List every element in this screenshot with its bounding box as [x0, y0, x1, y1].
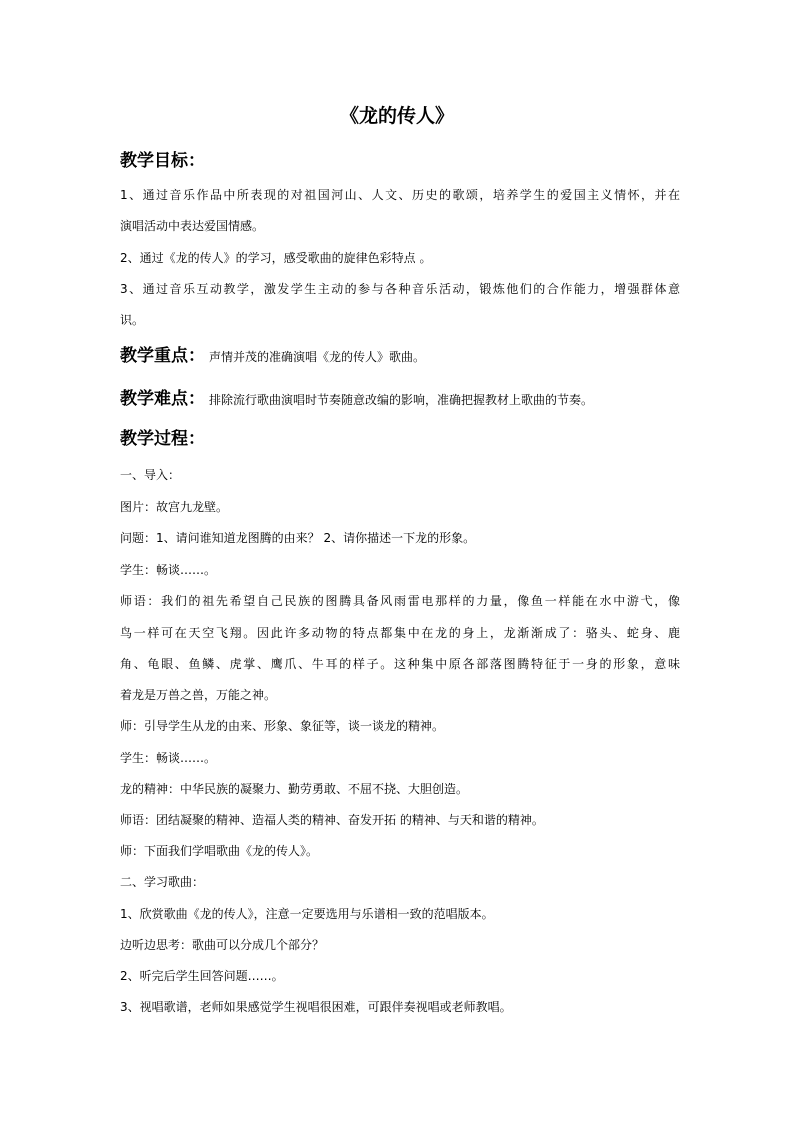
teacher-speech-2: 师语：团结凝聚的精神、造福人类的精神、奋发开拓 的精神、与天和谐的精神。: [120, 813, 544, 827]
learn-step-3: 3、视唱歌谱，老师如果感觉学生视唱很困难，可跟伴奏视唱或老师教唱。: [120, 1000, 512, 1014]
key-point-text: 声情并茂的准确演唱《龙的传人》歌曲。: [209, 350, 426, 364]
difficulty-heading: 教学难点：: [120, 389, 205, 409]
key-point-heading: 教学重点：: [120, 346, 205, 366]
learn-step-2: 2、听完后学生回答问题……。: [120, 969, 284, 983]
dragon-spirit: 龙的精神：中华民族的凝聚力、勤劳勇敢、不屈不挠、大胆创造。: [120, 782, 469, 796]
intro-question: 问题：1、请问谁知道龙图腾的由来？ 2、请你描述一下龙的形象。: [120, 531, 476, 545]
teacher-speech-1-line-1: 师语：我们的祖先希望自己民族的图腾具备风雨雷电那样的力量，像鱼一样能在水中游弋，像: [120, 594, 680, 608]
key-point-section: [120, 345, 425, 368]
learn-song-title: 二、学习歌曲：: [120, 875, 205, 889]
difficulty-text: 排除流行歌曲演唱时节奏随意改编的影响，准确把握教材上歌曲的节奏。: [209, 393, 594, 407]
objective-3-line-1: 3、通过音乐互动教学，激发学生主动的参与各种音乐活动，锻炼他们的合作能力，增强群体意: [120, 282, 680, 296]
difficulty-section: [120, 388, 593, 411]
objectives-heading: 教学目标：: [120, 151, 205, 171]
student-reply-1: 学生：畅谈……。: [120, 563, 217, 577]
objective-3-line-2: 识。: [120, 313, 145, 327]
objective-1-line-2: 演唱活动中表达爱国情感。: [120, 219, 265, 233]
teacher-speech-1-line-3: 角、龟眼、鱼鳞、虎掌、鹰爪、牛耳的样子。这种集中原各部落图腾特征于一身的形象，意味: [120, 657, 680, 671]
teacher-guide: 师：引导学生从龙的由来、形象、象征等，谈一谈龙的精神。: [120, 719, 445, 733]
student-reply-2: 学生：畅谈……。: [120, 751, 217, 765]
intro-picture: 图片：故宫九龙壁。: [120, 500, 229, 514]
objective-2: 2、通过《龙的传人》的学习，感受歌曲的旋律色彩特点 。: [120, 251, 432, 265]
learn-step-1: 1、欣赏歌曲《龙的传人》，注意一定要选用与乐谱相一致的范唱版本。: [120, 907, 494, 921]
listen-think: 边听边思考：歌曲可以分成几个部分？: [120, 938, 325, 952]
process-heading: 教学过程：: [120, 429, 205, 449]
document-title: 《龙的传人》: [339, 105, 454, 127]
intro-title: 一、导入：: [120, 468, 181, 482]
teacher-speech-1-line-2: 鸟一样可在天空飞翔。因此许多动物的特点都集中在龙的身上，龙渐渐成了：骆头、蛇身、鹿: [120, 626, 680, 640]
teacher-next: 师：下面我们学唱歌曲《龙的传人》。: [120, 844, 319, 858]
objective-1-line-1: 1、通过音乐作品中所表现的对祖国河山、人文、历史的歌颂，培养学生的爱国主义情怀，并在: [120, 188, 680, 202]
teacher-speech-1-line-4: 着龙是万兽之兽，万能之神。: [120, 688, 277, 702]
